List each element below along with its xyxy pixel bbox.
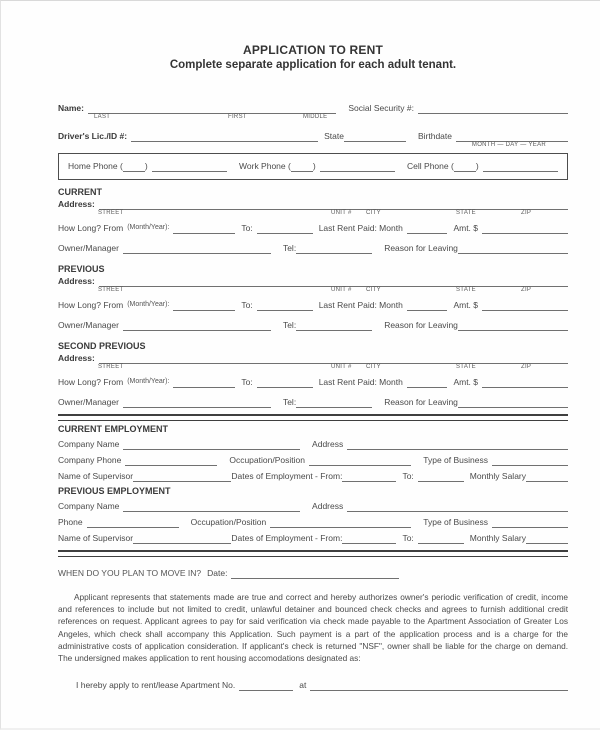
dates-employment-label: Dates of Employment - From: xyxy=(231,471,343,481)
street-sublabel: STREET xyxy=(98,210,124,216)
second-previous-how-long-row xyxy=(58,376,568,388)
move-in-date-label: Date: xyxy=(207,568,228,578)
supervisor-label: Name of Supervisor xyxy=(58,533,134,543)
street-sublabel: STREET xyxy=(98,287,124,293)
current-employment-company-row xyxy=(58,438,568,450)
cell-phone-label: Cell Phone ( xyxy=(407,161,454,171)
previous-owner-input-line[interactable] xyxy=(123,321,271,331)
second-previous-to-input-line[interactable] xyxy=(257,378,313,388)
owner-manager-label: Owner/Manager xyxy=(58,320,119,330)
state-sublabel: STATE xyxy=(456,287,476,293)
reason-leaving-label: Reason for Leaving xyxy=(384,243,458,253)
phone-row xyxy=(68,160,558,172)
second-previous-tel-input-line[interactable] xyxy=(296,398,372,408)
name-sublabels xyxy=(58,114,568,122)
to-label: To: xyxy=(241,300,253,310)
tel-label: Tel: xyxy=(282,243,297,253)
amt-label: Amt. $ xyxy=(453,300,478,310)
current-company-name-input-line[interactable] xyxy=(123,440,300,450)
previous-employment-to-input-line[interactable] xyxy=(418,534,464,544)
to-label: To: xyxy=(402,471,414,481)
previous-employment-company-row xyxy=(58,500,568,512)
work-phone-paren: ) xyxy=(312,161,316,171)
second-previous-address-sublabels xyxy=(58,364,568,372)
current-tel-input-line[interactable] xyxy=(296,244,372,254)
home-phone-area-code-line[interactable] xyxy=(123,162,145,172)
previous-last-rent-month-input-line[interactable] xyxy=(407,301,448,311)
previous-employment-from-input-line[interactable] xyxy=(342,534,396,544)
type-of-business-label: Type of Business xyxy=(423,517,488,527)
current-address-sublabels xyxy=(58,210,568,218)
current-amt-input-line[interactable] xyxy=(482,224,568,234)
cell-phone-area-code-line[interactable] xyxy=(454,162,476,172)
section-title-current-address: CURRENT xyxy=(58,187,102,197)
work-phone-input-line[interactable] xyxy=(320,162,395,172)
current-how-long-row xyxy=(58,222,568,234)
current-employment-supervisor-row xyxy=(58,470,568,482)
apply-row xyxy=(58,679,568,691)
previous-salary-input-line[interactable] xyxy=(526,534,568,544)
company-phone-label: Company Phone xyxy=(58,455,122,465)
month-year-label: (Month/Year): xyxy=(127,224,170,231)
dates-employment-label: Dates of Employment - From: xyxy=(231,533,343,543)
previous-address-row xyxy=(58,275,568,287)
current-business-input-line[interactable] xyxy=(492,456,568,466)
name-input-line[interactable] xyxy=(88,104,336,114)
second-previous-owner-row xyxy=(58,396,568,408)
state-label: State xyxy=(324,131,344,141)
agreement-paragraph: Applicant represents that statements made are true and correct and hereby authorizes owner's periodic verification of credit, income and references to include but not limited to credit, unlawful detainer and bounced check checks and agrees to furnish additional credit references on request. Applicant agrees to pay for said verification via check made payable to the Apartment Association of Greater Los Angeles, which check shall accompany this Application. Such payment is a part of the application process and is a charge for the administrative costs of application consideration. If applicant's check is returned "NSF", owner shall be liable for the charge on demand. The undersigned makes application to rent housing accomodations designated as: xyxy=(58,592,568,664)
birthdate-label: Birthdate xyxy=(417,131,452,141)
section-divider xyxy=(58,550,568,557)
phone-numbers-box xyxy=(58,153,568,180)
previous-address-sublabels xyxy=(58,287,568,295)
unit-sublabel: UNIT # xyxy=(331,364,352,370)
reason-leaving-label: Reason for Leaving xyxy=(384,320,458,330)
how-long-label: How Long? From xyxy=(58,377,124,387)
home-phone-input-line[interactable] xyxy=(152,162,227,172)
second-previous-owner-input-line[interactable] xyxy=(123,398,271,408)
drivers-license-label: Driver's Lic./ID #: xyxy=(58,131,128,141)
owner-manager-label: Owner/Manager xyxy=(58,243,119,253)
current-address-input-line[interactable] xyxy=(99,200,568,210)
previous-amt-input-line[interactable] xyxy=(482,301,568,311)
how-long-label: How Long? From xyxy=(58,223,124,233)
previous-business-input-line[interactable] xyxy=(492,518,568,528)
unit-sublabel: UNIT # xyxy=(331,210,352,216)
previous-reason-input-line[interactable] xyxy=(458,321,568,331)
current-last-rent-month-input-line[interactable] xyxy=(407,224,448,234)
section-title-current-employment: CURRENT EMPLOYMENT xyxy=(58,424,168,434)
ssn-label: Social Security #: xyxy=(348,103,414,113)
previous-supervisor-input-line[interactable] xyxy=(133,534,231,544)
company-name-label: Company Name xyxy=(58,439,120,449)
current-salary-input-line[interactable] xyxy=(526,472,568,482)
current-employment-phone-row xyxy=(58,454,568,466)
amt-label: Amt. $ xyxy=(453,223,478,233)
name-sublabel-last: LAST xyxy=(94,114,111,120)
home-phone-label: Home Phone ( xyxy=(68,161,123,171)
current-employment-to-input-line[interactable] xyxy=(418,472,464,482)
month-year-label: (Month/Year): xyxy=(127,301,170,308)
current-supervisor-input-line[interactable] xyxy=(133,472,231,482)
previous-employment-supervisor-row xyxy=(58,532,568,544)
address-label: Address: xyxy=(58,276,95,286)
company-address-label: Address xyxy=(312,439,344,449)
current-occupation-input-line[interactable] xyxy=(309,456,411,466)
last-rent-label: Last Rent Paid: Month xyxy=(318,223,403,233)
second-previous-address-row xyxy=(58,352,568,364)
company-name-label: Company Name xyxy=(58,501,120,511)
state-sublabel: STATE xyxy=(456,210,476,216)
section-title-previous-employment: PREVIOUS EMPLOYMENT xyxy=(58,486,171,496)
to-label: To: xyxy=(241,377,253,387)
company-address-label: Address xyxy=(312,501,344,511)
monthly-salary-label: Monthly Salary xyxy=(469,533,526,543)
previous-from-input-line[interactable] xyxy=(173,301,235,311)
current-owner-row xyxy=(58,242,568,254)
name-sublabel-first: FIRST xyxy=(228,114,247,120)
zip-sublabel: ZIP xyxy=(521,210,532,216)
previous-employment-phone-row xyxy=(58,516,568,528)
how-long-label: How Long? From xyxy=(58,300,124,310)
second-previous-from-input-line[interactable] xyxy=(173,378,235,388)
apartment-number-input-line[interactable] xyxy=(239,681,293,691)
street-sublabel: STREET xyxy=(98,364,124,370)
amt-label: Amt. $ xyxy=(453,377,478,387)
month-year-label: (Month/Year): xyxy=(127,378,170,385)
city-sublabel: CITY xyxy=(366,364,381,370)
to-label: To: xyxy=(402,533,414,543)
zip-sublabel: ZIP xyxy=(521,287,532,293)
ssn-input-line[interactable] xyxy=(418,104,568,114)
name-label: Name: xyxy=(58,103,84,113)
name-row xyxy=(58,102,568,114)
previous-how-long-row xyxy=(58,299,568,311)
to-label: To: xyxy=(241,223,253,233)
owner-manager-label: Owner/Manager xyxy=(58,397,119,407)
previous-company-name-input-line[interactable] xyxy=(123,502,300,512)
state-input-line[interactable] xyxy=(344,132,406,142)
current-reason-input-line[interactable] xyxy=(458,244,568,254)
work-phone-area-code-line[interactable] xyxy=(291,162,313,172)
section-title-second-previous-address: SECOND PREVIOUS xyxy=(58,341,146,351)
last-rent-label: Last Rent Paid: Month xyxy=(318,377,403,387)
last-rent-label: Last Rent Paid: Month xyxy=(318,300,403,310)
address-label: Address: xyxy=(58,199,95,209)
city-sublabel: CITY xyxy=(366,210,381,216)
section-divider xyxy=(58,414,568,421)
second-previous-amt-input-line[interactable] xyxy=(482,378,568,388)
supervisor-label: Name of Supervisor xyxy=(58,471,134,481)
birthdate-input-line[interactable] xyxy=(456,132,568,142)
city-sublabel: CITY xyxy=(366,287,381,293)
current-company-address-input-line[interactable] xyxy=(347,440,568,450)
previous-address-input-line[interactable] xyxy=(99,277,568,287)
previous-tel-input-line[interactable] xyxy=(296,321,372,331)
section-title-previous-address: PREVIOUS xyxy=(58,264,105,274)
address-label: Address: xyxy=(58,353,95,363)
birthdate-format-note: MONTH — DAY — YEAR xyxy=(471,142,546,148)
unit-sublabel: UNIT # xyxy=(331,287,352,293)
current-company-phone-input-line[interactable] xyxy=(125,456,217,466)
move-in-question-label: WHEN DO YOU PLAN TO MOVE IN? xyxy=(58,568,202,578)
home-phone-paren: ) xyxy=(144,161,148,171)
tel-label: Tel: xyxy=(282,397,297,407)
previous-company-address-input-line[interactable] xyxy=(347,502,568,512)
apartment-location-input-line[interactable] xyxy=(310,681,568,691)
move-in-date-input-line[interactable] xyxy=(231,569,399,579)
current-to-input-line[interactable] xyxy=(257,224,313,234)
tel-label: Tel: xyxy=(282,320,297,330)
reason-leaving-label: Reason for Leaving xyxy=(384,397,458,407)
at-label: at xyxy=(299,680,307,691)
monthly-salary-label: Monthly Salary xyxy=(469,471,526,481)
work-phone-label: Work Phone ( xyxy=(239,161,291,171)
current-owner-input-line[interactable] xyxy=(123,244,271,254)
state-sublabel: STATE xyxy=(456,364,476,370)
previous-to-input-line[interactable] xyxy=(257,301,313,311)
second-previous-address-input-line[interactable] xyxy=(99,354,568,364)
cell-phone-paren: ) xyxy=(475,161,479,171)
drivers-license-row xyxy=(58,130,568,142)
second-previous-reason-input-line[interactable] xyxy=(458,398,568,408)
type-of-business-label: Type of Business xyxy=(423,455,488,465)
zip-sublabel: ZIP xyxy=(521,364,532,370)
current-employment-from-input-line[interactable] xyxy=(342,472,396,482)
current-from-input-line[interactable] xyxy=(173,224,235,234)
previous-company-phone-input-line[interactable] xyxy=(87,518,179,528)
occupation-label: Occupation/Position xyxy=(190,517,267,527)
apply-statement-label: I hereby apply to rent/lease Apartment No. xyxy=(76,680,236,691)
drivers-license-input-line[interactable] xyxy=(131,132,318,142)
move-in-row xyxy=(58,567,568,579)
current-address-row xyxy=(58,198,568,210)
page-title: APPLICATION TO RENT xyxy=(242,43,384,57)
name-sublabel-middle: MIDDLE xyxy=(303,114,328,120)
phone-label: Phone xyxy=(58,517,83,527)
cell-phone-input-line[interactable] xyxy=(483,162,558,172)
occupation-label: Occupation/Position xyxy=(229,455,305,465)
previous-owner-row xyxy=(58,319,568,331)
second-previous-last-rent-month-input-line[interactable] xyxy=(407,378,448,388)
page-subtitle: Complete separate application for each adult tenant. xyxy=(169,59,457,71)
previous-occupation-input-line[interactable] xyxy=(270,518,411,528)
